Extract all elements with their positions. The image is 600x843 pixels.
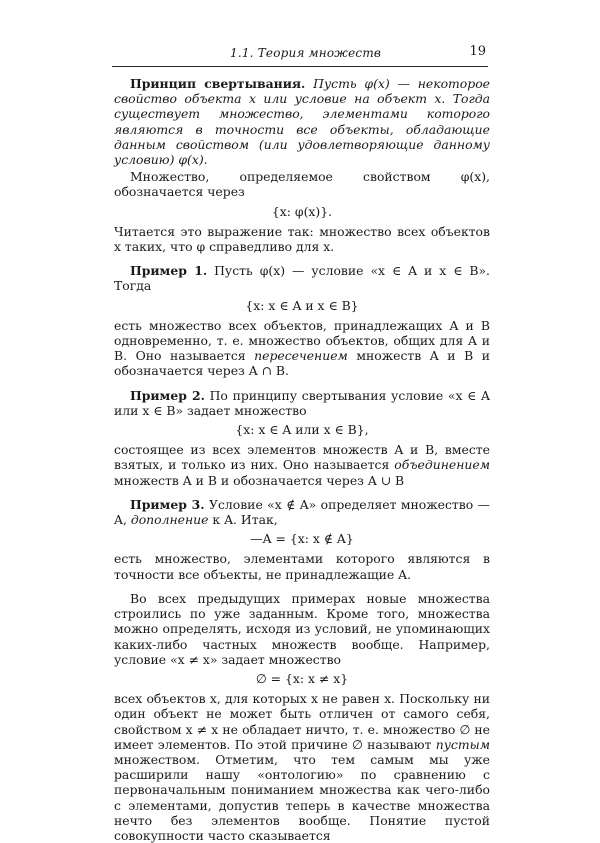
formula-set-builder: {x: φ(x)}. [271,203,333,219]
example-3-paragraph [114,497,490,527]
example-1-explanation-pre: есть множество всех объектов, принадлежащих A и B одновременно, т. е. множество объектов, общих для A и B. Оно называется [114,317,490,364]
formula-intersection: {x: x ∈ A и x ∈ B} [245,297,359,313]
example-2-explanation-post: множеств A и B и обозначается через A ∪ B [114,472,405,488]
formula-empty-set: ∅ = {x: x ≠ x} [255,670,349,686]
formula-union: {x: x ∈ A или x ∈ B}, [235,422,369,438]
example-1-text: Пусть φ(x) — условие «x ∈ A и x ∈ B». Тогда [114,263,490,294]
term-complement: дополнение [130,512,209,528]
example-2-label: Пример 2. [130,387,205,403]
example-1-explanation-post: множеств A и B и обозначается через A ∩ B. [114,348,490,379]
empty-set-text-pre: всех объектов x, для которых x не равен x. Поскольку ни один объект не может быть отличен от самого себя, свойством x ≠ x не обладает ничто, т. е. множество ∅ не имеет элементов. По этой причине ∅ называют [114,691,490,752]
page-content [114,76,490,843]
reading-paragraph: Читается это выражение так: множество всех объектов x таких, что φ справедливо для x. [114,223,490,255]
running-header [112,44,488,67]
empty-set-text-post: множеством. Отметим, что тем самым мы уже расширили нашу «онтологию» по сравнению с первоначальным пониманием множества как чего-либо с элементами, допустив теперь в качестве множества нечто без элементов вообще. Понятие пустой совокупности часто сказывается [114,751,490,843]
empty-set-paragraph [114,691,490,843]
example-2-explanation-pre: состоящее из всех элементов множеств A и B, вместе взятых, и только из них. Оно называется [114,442,490,473]
empty-set-intro-paragraph: Во всех предыдущих примерах новые множества строились по уже заданным. Кроме того, множества можно определять, исходя из условий, не упоминающих каких-либо частных множеств вообще. Например, условие «x ≠ x» задает множество [114,590,490,667]
example-3-text-pre: Условие «x ∉ A» определяет множество —A, [114,496,490,528]
example-3-explanation: есть множество, элементами которого являются в точности все объекты, не принадлежащие A. [114,551,490,582]
example-3-text-post: к A. Итак, [212,512,278,528]
example-2-text: По принципу свертывания условие «x ∈ A или x ∈ B» задает множество [114,387,490,418]
example-1-label: Пример 1. [130,263,208,279]
principle-heading: Принцип свертывания. [130,76,306,91]
convolution-principle-paragraph [114,76,490,167]
term-intersection: пересечением [254,348,348,364]
example-1-explanation [114,318,490,379]
notation-paragraph: Множество, определяемое свойством φ(x), обозначается через [114,169,490,200]
example-2-explanation [114,442,490,488]
example-1-paragraph [114,263,490,293]
example-3-label: Пример 3. [130,496,205,512]
formula-complement: —A = {x: x ∉ A} [250,531,354,547]
term-empty: пустым [435,736,490,752]
principle-statement: Пусть φ(x) — некоторое свойство объекта x или условие на объект x. Тогда существует множество, элементами которого являются в точности все объекты, обладающие данным свойством (или удовлетворяющие данному условию) φ(x). [114,76,490,168]
term-union: объединением [394,457,490,473]
page-number: 19 [469,44,486,59]
example-2-paragraph [114,388,490,418]
section-title: 1.1. Теория множеств [230,46,382,60]
